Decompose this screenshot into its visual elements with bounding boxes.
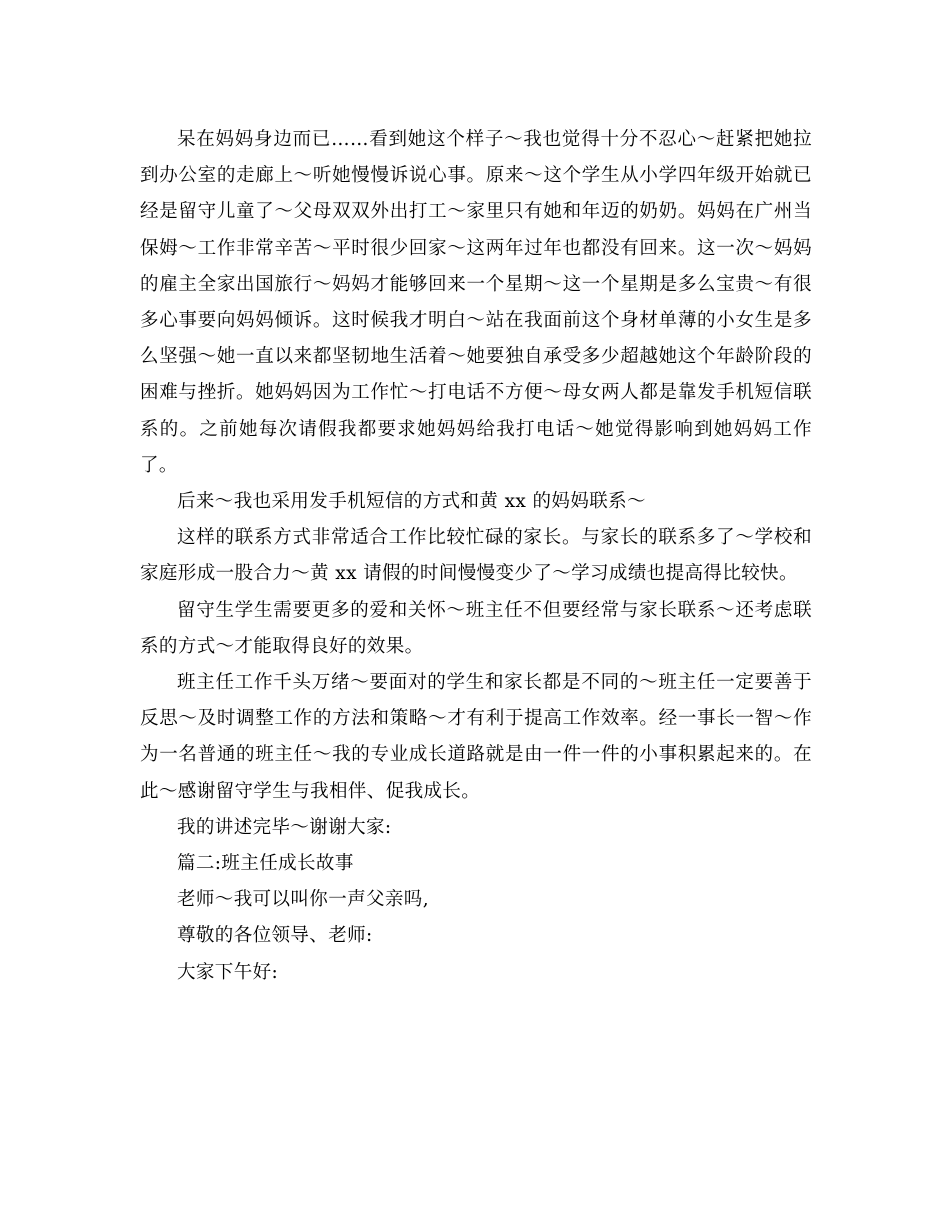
paragraph-sms-contact: 后来～我也采用发手机短信的方式和黄 xx 的妈妈联系～ <box>177 491 646 513</box>
paragraph-story-continuation: 呆在妈妈身边而已……看到她这个样子～我也觉得十分不忍心～赶紧把她拉到办公室的走廊上～听她慢慢诉说心事。原来～这个学生从小学四年级开始就已经是留守儿童了～父母双双外出打工～家里只有她和年迈的奶奶。妈妈在广州当保姆～工作非常辛苦～平时很少回家～这两年过年也都没有回来。这一次～妈妈的雇主全家出国旅行～妈妈才能够回来一个星期～这一个星期是多么宝贵～有很多心事要向妈妈倾诉。这时候我才明白～站在我面前这个身材单薄的小女生是多么坚强～她一直以来都坚韧地生活着～她要独自承受多少超越她这个年龄阶段的困难与挫折。她妈妈因为工作忙～打电话不方便～母女两人都是靠发手机短信联系的。之前她每次请假我都要求她妈妈给我打电话～她觉得影响到她妈妈工作了。 <box>140 129 812 476</box>
section-heading: 篇二:班主任成长故事 <box>177 853 354 875</box>
greeting: 大家下午好: <box>177 961 279 983</box>
document-page <box>140 122 812 991</box>
paragraph-reflection: 班主任工作千头万绪～要面对的学生和家长都是不同的～班主任一定要善于反思～及时调整工作的方法和策略～才有利于提高工作效率。经一事长一智～作为一名普通的班主任～我的专业成长道路就是由一件一件的小事积累起来的。在此～感谢留守学生与我相伴、促我成长。 <box>140 672 812 802</box>
speech-title: 老师～我可以叫你一声父亲吗, <box>177 889 429 911</box>
salutation: 尊敬的各位领导、老师: <box>177 925 373 947</box>
paragraph-left-behind-care: 留守生学生需要更多的爱和关怀～班主任不但要经常与家长联系～还考虑联系的方式～才能取得良好的效果。 <box>140 599 812 657</box>
paragraph-closing: 我的讲述完毕～谢谢大家: <box>177 816 392 838</box>
paragraph-contact-method: 这样的联系方式非常适合工作比较忙碌的家长。与家长的联系多了～学校和家庭形成一股合力～黄 xx 请假的时间慢慢变少了～学习成绩也提高得比较快。 <box>140 527 812 585</box>
